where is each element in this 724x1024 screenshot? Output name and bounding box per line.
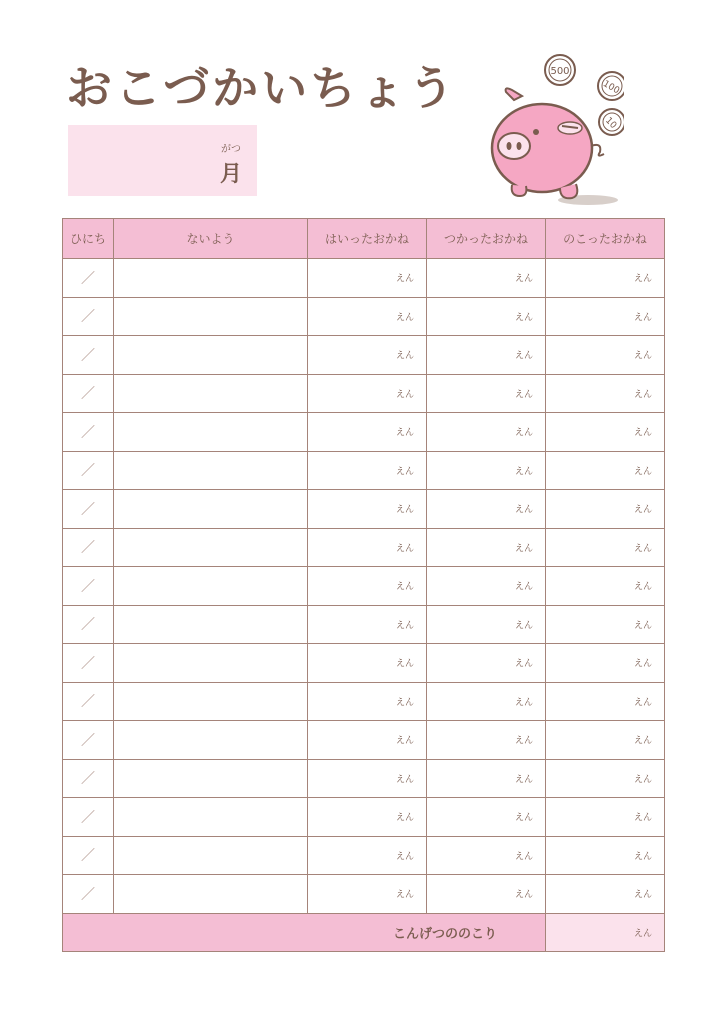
content-field[interactable] [114,490,308,529]
month-ruby: がつ [221,144,241,155]
spent-field[interactable]: えん [427,567,546,606]
column-header-date: ひにち [63,219,114,259]
date-field[interactable]: ／ [63,644,114,683]
allowance-table [62,218,665,952]
piggy-bank-illustration [484,50,624,208]
spent-field[interactable]: えん [427,682,546,721]
date-field[interactable]: ／ [63,875,114,914]
spent-field[interactable]: えん [427,721,546,760]
content-field[interactable] [114,528,308,567]
month-label: 月 [220,162,243,187]
remaining-field[interactable]: えん [546,644,665,683]
remaining-field[interactable]: えん [546,759,665,798]
income-field[interactable]: えん [308,490,427,529]
date-field[interactable]: ／ [63,413,114,452]
total-label: こんげつののこり [63,913,546,952]
coin-500-icon [545,55,575,85]
content-field[interactable] [114,451,308,490]
content-field[interactable] [114,759,308,798]
remaining-field[interactable]: えん [546,528,665,567]
date-field[interactable]: ／ [63,682,114,721]
income-field[interactable]: えん [308,451,427,490]
total-amount-field[interactable]: えん [546,913,665,952]
spent-field[interactable]: えん [427,875,546,914]
remaining-field[interactable]: えん [546,259,665,298]
income-field[interactable]: えん [308,605,427,644]
page-title: おこづかいちょう [66,61,458,115]
date-field[interactable]: ／ [63,490,114,529]
income-field[interactable]: えん [308,528,427,567]
date-field[interactable]: ／ [63,836,114,875]
date-field[interactable]: ／ [63,259,114,298]
total-row [63,913,665,952]
income-field[interactable]: えん [308,297,427,336]
spent-field[interactable]: えん [427,759,546,798]
spent-field[interactable]: えん [427,528,546,567]
income-field[interactable]: えん [308,798,427,837]
column-header-content: ないよう [114,219,308,259]
date-field[interactable]: ／ [63,759,114,798]
income-field[interactable]: えん [308,721,427,760]
spent-field[interactable]: えん [427,413,546,452]
date-field[interactable]: ／ [63,721,114,760]
content-field[interactable] [114,836,308,875]
pig-icon [492,88,604,198]
remaining-field[interactable]: えん [546,297,665,336]
content-field[interactable] [114,567,308,606]
content-field[interactable] [114,798,308,837]
table-row [63,528,665,567]
content-field[interactable] [114,644,308,683]
content-field[interactable] [114,605,308,644]
remaining-field[interactable]: えん [546,374,665,413]
date-field[interactable]: ／ [63,528,114,567]
date-field[interactable]: ／ [63,374,114,413]
table-row [63,759,665,798]
spent-field[interactable]: えん [427,259,546,298]
table-row [63,259,665,298]
spent-field[interactable]: えん [427,374,546,413]
income-field[interactable]: えん [308,374,427,413]
remaining-field[interactable]: えん [546,875,665,914]
income-field[interactable]: えん [308,644,427,683]
remaining-field[interactable]: えん [546,605,665,644]
spent-field[interactable]: えん [427,798,546,837]
coin-100-icon [598,72,624,100]
income-field[interactable]: えん [308,875,427,914]
spent-field[interactable]: えん [427,644,546,683]
table-row [63,451,665,490]
spent-field[interactable]: えん [427,336,546,375]
date-field[interactable]: ／ [63,798,114,837]
table-row [63,336,665,375]
table-row [63,721,665,760]
table-header-row [63,219,665,259]
table-row [63,413,665,452]
income-field[interactable]: えん [308,413,427,452]
income-field[interactable]: えん [308,682,427,721]
spent-field[interactable]: えん [427,297,546,336]
income-field[interactable]: えん [308,567,427,606]
remaining-field[interactable]: えん [546,336,665,375]
content-field[interactable] [114,259,308,298]
table-row [63,836,665,875]
table-row [63,297,665,336]
table-row [63,644,665,683]
content-field[interactable] [114,297,308,336]
spent-field[interactable]: えん [427,836,546,875]
remaining-field[interactable]: えん [546,451,665,490]
table-row [63,374,665,413]
remaining-field[interactable]: えん [546,721,665,760]
table-row [63,490,665,529]
spent-field[interactable]: えん [427,490,546,529]
date-field[interactable]: ／ [63,297,114,336]
column-header-income: はいったおかね [308,219,427,259]
svg-text:100: 100 [601,79,621,97]
income-field[interactable]: えん [308,836,427,875]
remaining-field[interactable]: えん [546,567,665,606]
remaining-field[interactable]: えん [546,798,665,837]
column-header-remaining: のこったおかね [546,219,665,259]
income-field[interactable]: えん [308,759,427,798]
svg-text:10: 10 [603,115,619,131]
remaining-field[interactable]: えん [546,682,665,721]
table-row [63,605,665,644]
income-field[interactable]: えん [308,336,427,375]
content-field[interactable] [114,336,308,375]
remaining-field[interactable]: えん [546,490,665,529]
content-field[interactable] [114,413,308,452]
table-row [63,682,665,721]
date-field[interactable]: ／ [63,605,114,644]
column-header-spent: つかったおかね [427,219,546,259]
remaining-field[interactable]: えん [546,836,665,875]
content-field[interactable] [114,721,308,760]
content-field[interactable] [114,875,308,914]
date-field[interactable]: ／ [63,451,114,490]
date-field[interactable]: ／ [63,567,114,606]
table-row [63,875,665,914]
table-row [63,567,665,606]
coin-10-icon [599,109,624,135]
date-field[interactable]: ／ [63,336,114,375]
table-row [63,798,665,837]
content-field[interactable] [114,682,308,721]
svg-text:500: 500 [550,66,570,77]
spent-field[interactable]: えん [427,605,546,644]
content-field[interactable] [114,374,308,413]
income-field[interactable]: えん [308,259,427,298]
spent-field[interactable]: えん [427,451,546,490]
remaining-field[interactable]: えん [546,413,665,452]
